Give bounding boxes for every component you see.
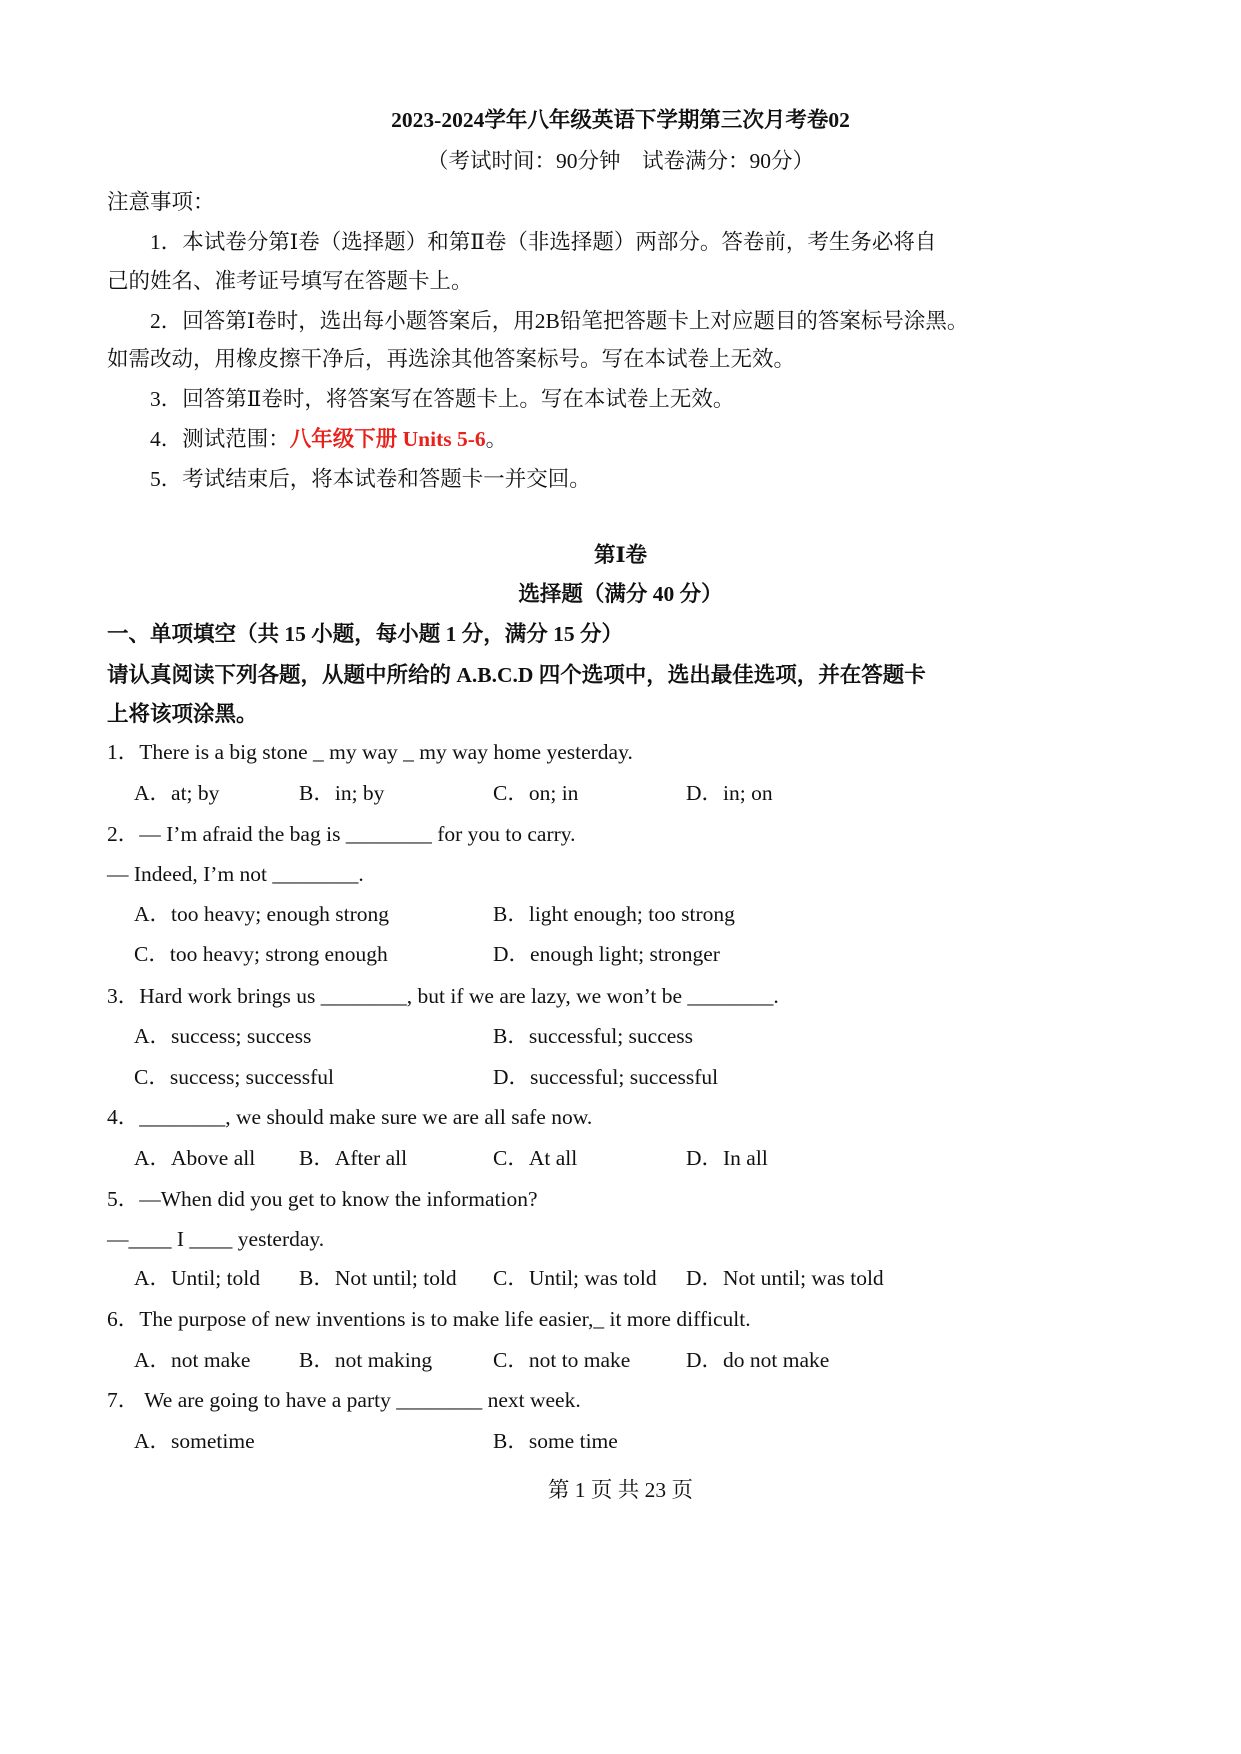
- test-scope: 八年级下册 Units 5-6: [289, 427, 486, 451]
- question-4-option-d: D．In all: [686, 1146, 768, 1170]
- question-2-option-a: A．too heavy; enough strong: [134, 902, 389, 926]
- question-1-option-d: D．in; on: [686, 781, 773, 805]
- question-3-option-c: C．success; successful: [134, 1065, 335, 1089]
- page-number: 第 1 页 共 23 页: [547, 1478, 694, 1502]
- part-title: 一、单项填空（共 15 小题，每小题 1 分，满分 15 分）: [107, 622, 624, 646]
- question-1-stem: 1．There is a big stone _ my way _ my way home yesterday.: [107, 740, 633, 764]
- question-3-option-d: D．successful; successful: [493, 1065, 719, 1089]
- question-5-option-b: B．Not until; told: [299, 1266, 457, 1290]
- note-3: 3．回答第Ⅱ卷时，将答案写在答题卡上。写在本试卷上无效。: [150, 387, 735, 411]
- question-2-option-b: B．light enough; too strong: [493, 902, 735, 926]
- instruction-line-1: 请认真阅读下列各题，从题中所给的 A.B.C.D 四个选项中，选出最佳选项，并在答题卡: [107, 663, 926, 687]
- question-7-option-b: B．some time: [493, 1429, 618, 1453]
- question-7-stem: 7． We are going to have a party ________ next week.: [107, 1388, 581, 1412]
- question-6-option-d: D．do not make: [686, 1348, 830, 1372]
- exam-title: 2023-2024学年八年级英语下学期第三次月考卷02: [391, 108, 850, 132]
- note-4-prefix: 4．测试范围：: [150, 427, 290, 451]
- question-6-option-b: B．not making: [299, 1348, 433, 1372]
- notes-heading: 注意事项：: [107, 190, 215, 214]
- question-3-option-b: B．successful; success: [493, 1024, 694, 1048]
- note-4-suffix: 。: [485, 427, 508, 451]
- question-5-stem-reply: —____ I ____ yesterday.: [107, 1227, 325, 1251]
- note-1-line-1: 1．本试卷分第Ⅰ卷（选择题）和第Ⅱ卷（非选择题）两部分。答卷前，考生务必将自: [150, 230, 937, 254]
- question-4-option-a: A．Above all: [134, 1146, 256, 1170]
- question-6-option-a: A．not make: [134, 1348, 251, 1372]
- note-4: [150, 425, 507, 453]
- volume-title: 选择题（满分 40 分）: [518, 582, 723, 606]
- question-4-option-c: C．At all: [493, 1146, 578, 1170]
- instruction-line-2: 上将该项涂黑。: [107, 702, 258, 726]
- question-6-option-c: C．not to make: [493, 1348, 631, 1372]
- question-5-option-d: D．Not until; was told: [686, 1266, 884, 1290]
- note-2-line-2: 如需改动，用橡皮擦干净后，再选涂其他答案标号。写在本试卷上无效。: [107, 347, 796, 371]
- question-2-option-d: D．enough light; stronger: [493, 942, 720, 966]
- question-4-option-b: B．After all: [299, 1146, 408, 1170]
- volume-heading: 第Ⅰ卷: [593, 543, 648, 567]
- question-3-option-a: A．success; success: [134, 1024, 312, 1048]
- question-6-stem: 6．The purpose of new inventions is to make life easier,_ it more difficult.: [107, 1307, 751, 1331]
- question-5-option-c: C．Until; was told: [493, 1266, 657, 1290]
- question-3-stem: 3．Hard work brings us ________, but if we are lazy, we won’t be ________.: [107, 984, 779, 1008]
- note-5: 5．考试结束后，将本试卷和答题卡一并交回。: [150, 467, 591, 491]
- question-2-option-c: C．too heavy; strong enough: [134, 942, 388, 966]
- question-2-stem-reply: — Indeed, I’m not ________.: [107, 862, 364, 886]
- note-1-line-2: 己的姓名、准考证号填写在答题卡上。: [107, 269, 473, 293]
- question-1-option-a: A．at; by: [134, 781, 220, 805]
- question-1-option-c: C．on; in: [493, 781, 579, 805]
- question-4-stem: 4．________, we should make sure we are all safe now.: [107, 1105, 593, 1129]
- question-2-stem: 2．— I’m afraid the bag is ________ for you to carry.: [107, 822, 576, 846]
- question-5-option-a: A．Until; told: [134, 1266, 261, 1290]
- exam-subtitle: （考试时间：90分钟 试卷满分：90分）: [426, 149, 814, 173]
- question-1-option-b: B．in; by: [299, 781, 385, 805]
- question-5-stem: 5．—When did you get to know the information?: [107, 1187, 538, 1211]
- question-7-option-a: A．sometime: [134, 1429, 255, 1453]
- note-2-line-1: 2．回答第Ⅰ卷时，选出每小题答案后，用2B铅笔把答题卡上对应题目的答案标号涂黑。: [150, 309, 969, 333]
